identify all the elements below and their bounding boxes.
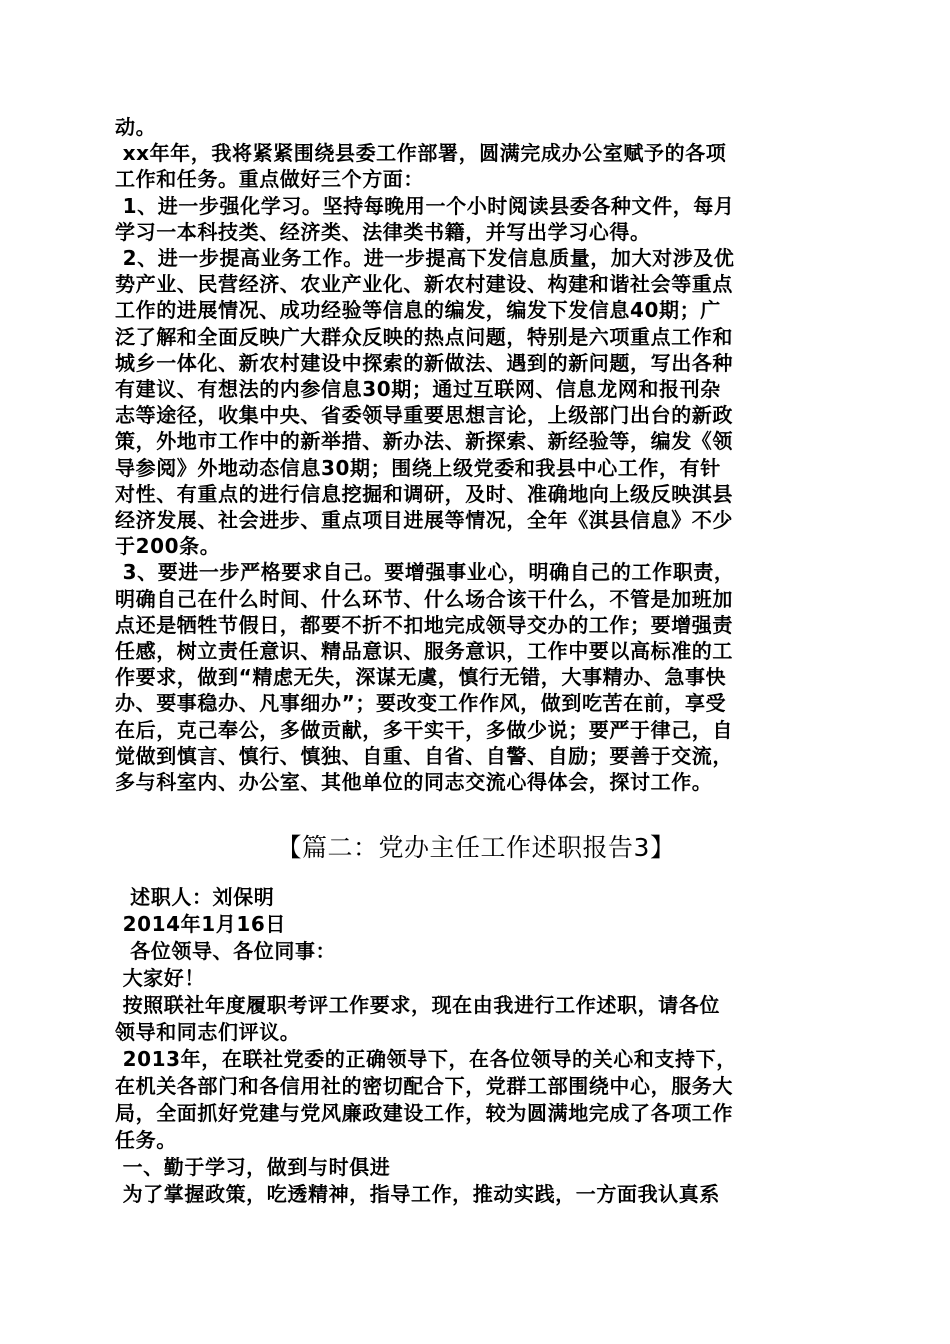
text-line: 2014年1月16日 (115, 912, 286, 936)
text-line: 2、进一步提高业务工作。进一步提高下发信息质量，加大对涉及优 (115, 246, 735, 271)
text-line: 在后，克己奉公，多做贡献，多干实干，多做少说；要严于律己，自 (115, 717, 733, 742)
text-line: 作要求，做到“精虑无失，深谋无虞，慎行无错，大事精办、急事快 (115, 665, 727, 690)
report-part-two (115, 884, 837, 1208)
text-line: 一、勤于学习，做到与时俱进 (115, 1155, 391, 1179)
text-line: 明确自己在什么时间、什么环节、什么场合该干什么，不管是加班加 (115, 586, 733, 611)
text-line: 1、进一步强化学习。坚持每晚用一个小时阅读县委各种文件，每月 (115, 193, 735, 218)
text-line: 任感，树立责任意识、精品意识、服务意识，工作中要以高标准的工 (115, 639, 733, 664)
report-part-one (115, 114, 837, 795)
text-line: 按照联社年度履职考评工作要求，现在由我进行工作述职，请各位 (115, 993, 720, 1017)
text-line: 2013年，在联社党委的正确领导下，在各位领导的关心和支持下， (115, 1047, 737, 1071)
text-line: 志等途径，收集中央、省委领导重要思想言论，上级部门出台的新政 (115, 403, 733, 428)
text-line: 对性、有重点的进行信息挖掘和调研，及时、准确地向上级反映淇县 (115, 481, 733, 506)
text-line: 城乡一体化、新农村建设中探索的新做法、遇到的新问题，写出各种 (115, 350, 733, 375)
text-line: 学习一本科技类、经济类、法律类书籍，并写出学习心得。 (115, 219, 651, 244)
text-line: 领导和同志们评议。 (115, 1020, 301, 1044)
text-line: 3、要进一步严格要求自己。要增强事业心，明确自己的工作职责， (115, 560, 735, 585)
text-line: 动。 (115, 115, 157, 139)
text-line: 各位领导、各位同事： (115, 939, 337, 963)
text-line: 觉做到慎言、慎行、慎独、自重、自省、自警、自励；要善于交流， (115, 743, 733, 768)
text-line: 为了掌握政策，吃透精神，指导工作，推动实践，一方面我认真系 (115, 1182, 720, 1206)
text-line: 工作的进展情况、成功经验等信息的编发，编发下发信息40期；广 (115, 298, 721, 323)
text-line: 泛了解和全面反映广大群众反映的热点问题，特别是六项重点工作和 (115, 324, 733, 349)
text-line: 于200条。 (115, 534, 221, 559)
text-line: 经济发展、社会进步、重点项目进展等情况，全年《淇县信息》不少 (115, 508, 733, 533)
text-line: 点还是牺牲节假日，都要不折不扣地完成领导交办的工作；要增强责 (115, 612, 733, 637)
text-line: 势产业、民营经济、农业产业化、新农村建设、构建和谐社会等重点 (115, 272, 733, 297)
text-line: 导参阅》外地动态信息30期；围绕上级党委和我县中心工作，有针 (115, 455, 721, 480)
text-line: xx年年，我将紧紧围绕县委工作部署，圆满完成办公室赋予的各项 (115, 141, 727, 166)
text-line: 办、要事稳办、凡事细办”；要改变工作作风，做到吃苦在前，享受 (115, 691, 727, 716)
text-line: 局，全面抓好党建与党风廉政建设工作，较为圆满地完成了各项工作 (115, 1101, 733, 1125)
text-line: 策，外地市工作中的新举措、新办法、新探索、新经验等，编发《领 (115, 429, 733, 454)
section-title: 【篇二：党办主任工作述职报告3】 (276, 833, 676, 862)
text-line: 工作和任务。重点做好三个方面： (115, 167, 424, 192)
text-line: 述职人：刘保明 (115, 885, 275, 909)
text-line: 在机关各部门和各信用社的密切配合下，党群工部围绕中心，服务大 (115, 1074, 733, 1098)
text-line: 有建议、有想法的内参信息30期；通过互联网、信息龙网和报刊杂 (115, 377, 721, 402)
text-line: 多与科室内、办公室、其他单位的同志交流心得体会，探讨工作。 (115, 770, 713, 795)
text-line: 大家好！ (115, 966, 205, 990)
text-line: 任务。 (115, 1128, 177, 1152)
